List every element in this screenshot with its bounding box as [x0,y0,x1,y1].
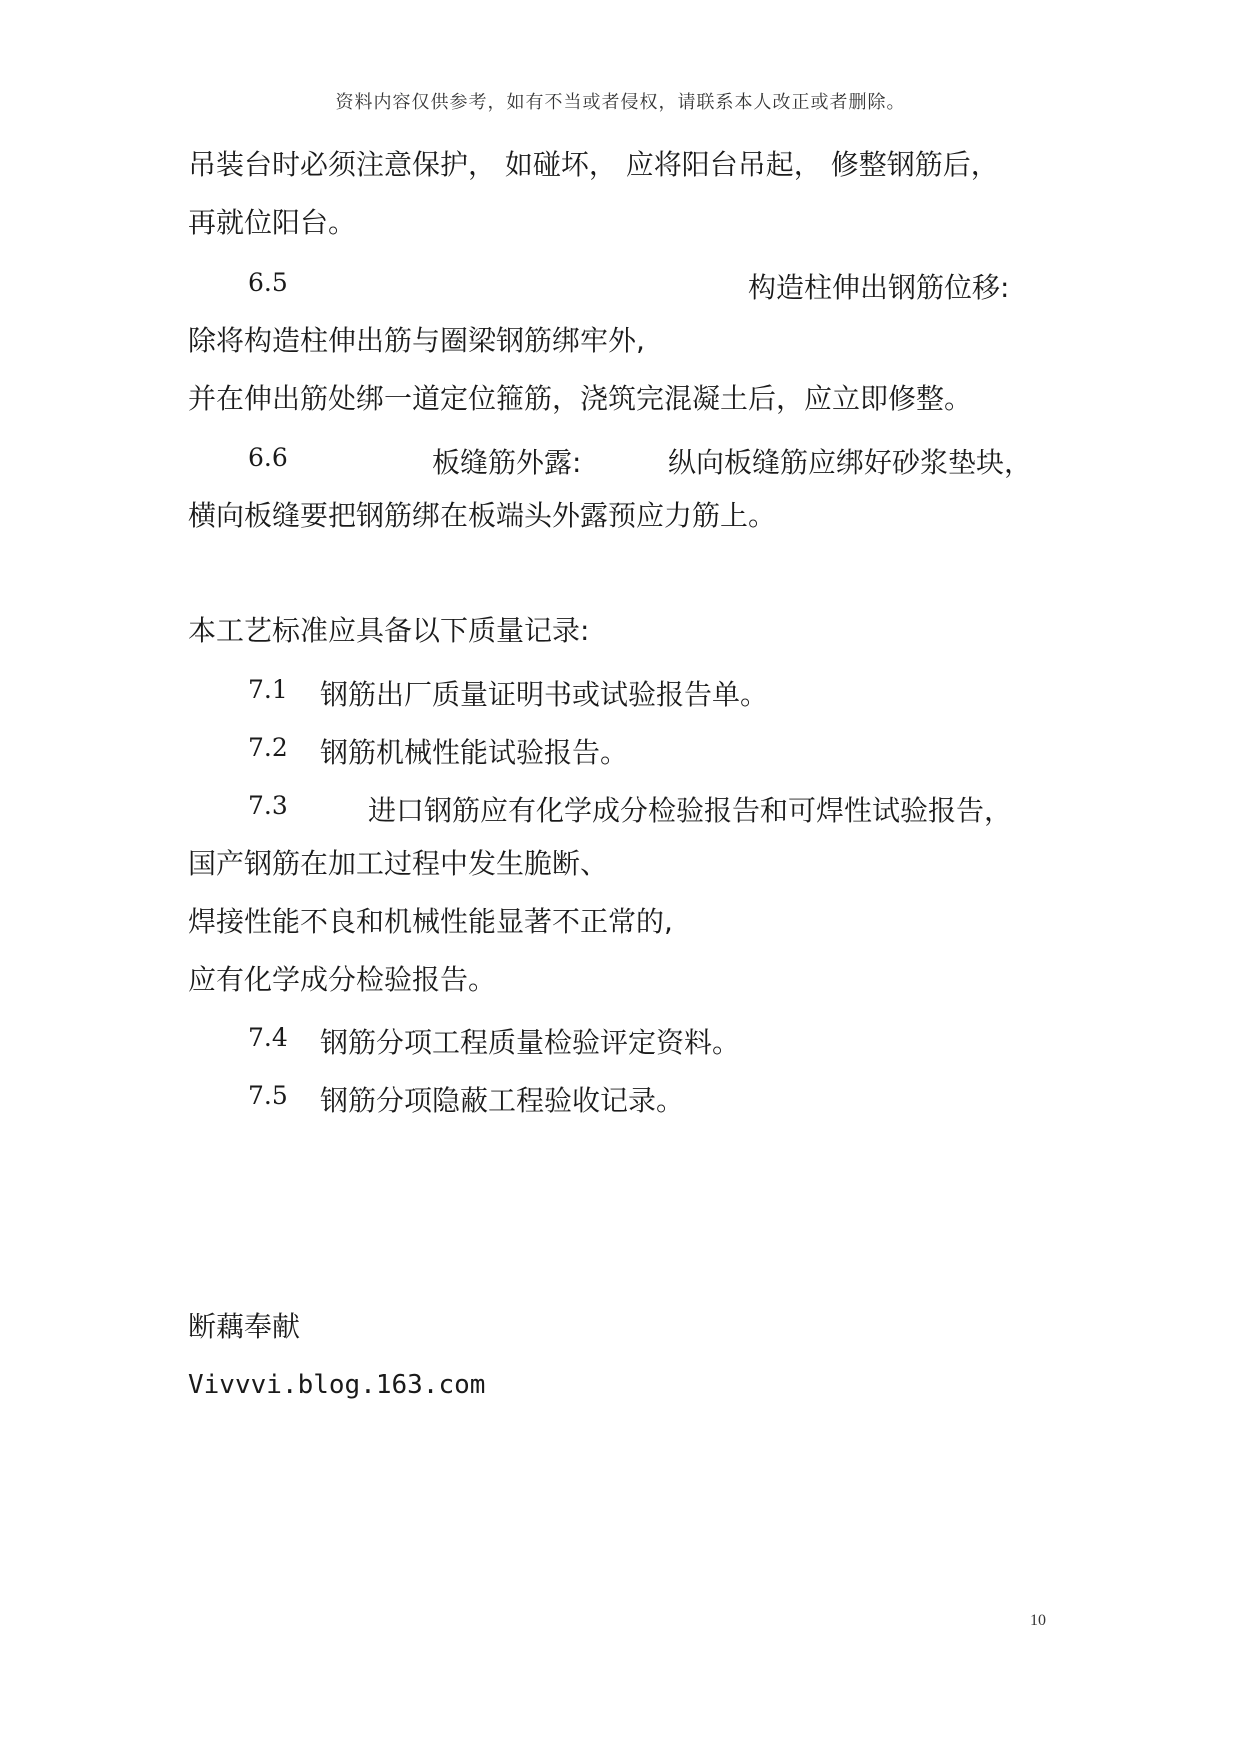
record-text: 进口钢筋应有化学成分检验报告和可焊性试验报告， [368,794,1013,827]
paragraph-line: 除将构造柱伸出筋与圈梁钢筋绑牢外, [188,324,645,357]
record-number: 7.4 [248,1023,288,1052]
record-number: 7.3 [248,791,288,820]
blog-url: Vivvvi.blog.163.com [188,1370,486,1400]
record-number: 7.5 [248,1081,288,1110]
record-number: 7.2 [248,733,288,762]
paragraph-line: 再就位阳台。 [188,206,357,239]
page-number: 10 [1030,1612,1046,1629]
section-title: 板缝筋外露: [432,446,582,479]
paragraph-line: 横向板缝要把钢筋绑在板端头外露预应力筋上。 [188,499,777,532]
record-text: 钢筋分项工程质量检验评定资料。 [320,1026,741,1059]
record-text: 钢筋出厂质量证明书或试验报告单。 [320,678,769,711]
section-title: 构造柱伸出钢筋位移: [748,271,1010,304]
paragraph-line: 国产钢筋在加工过程中发生脆断、 [188,847,609,880]
paragraph-line: 应有化学成分检验报告。 [188,963,497,996]
paragraph-text: 纵向板缝筋应绑好砂浆垫块， [668,446,1033,479]
paragraph-line: 并在伸出筋处绑一道定位箍筋，浇筑完混凝土后，应立即修整。 [188,382,973,415]
record-text: 钢筋分项隐蔽工程验收记录。 [320,1084,685,1117]
signature: 断藕奉献 [188,1310,301,1343]
records-intro: 本工艺标准应具备以下质量记录: [188,614,590,647]
paragraph-line: 吊装台时必须注意保护， 如碰坏， 应将阳台吊起， 修整钢筋后， [188,148,999,181]
section-number: 6.5 [248,268,288,297]
record-number: 7.1 [248,675,288,704]
record-text: 钢筋机械性能试验报告。 [320,736,629,769]
section-number: 6.6 [248,443,288,472]
disclaimer-header: 资料内容仅供参考，如有不当或者侵权，请联系本人改正或者删除。 [335,92,906,113]
paragraph-line: 焊接性能不良和机械性能显著不正常的, [188,905,673,938]
